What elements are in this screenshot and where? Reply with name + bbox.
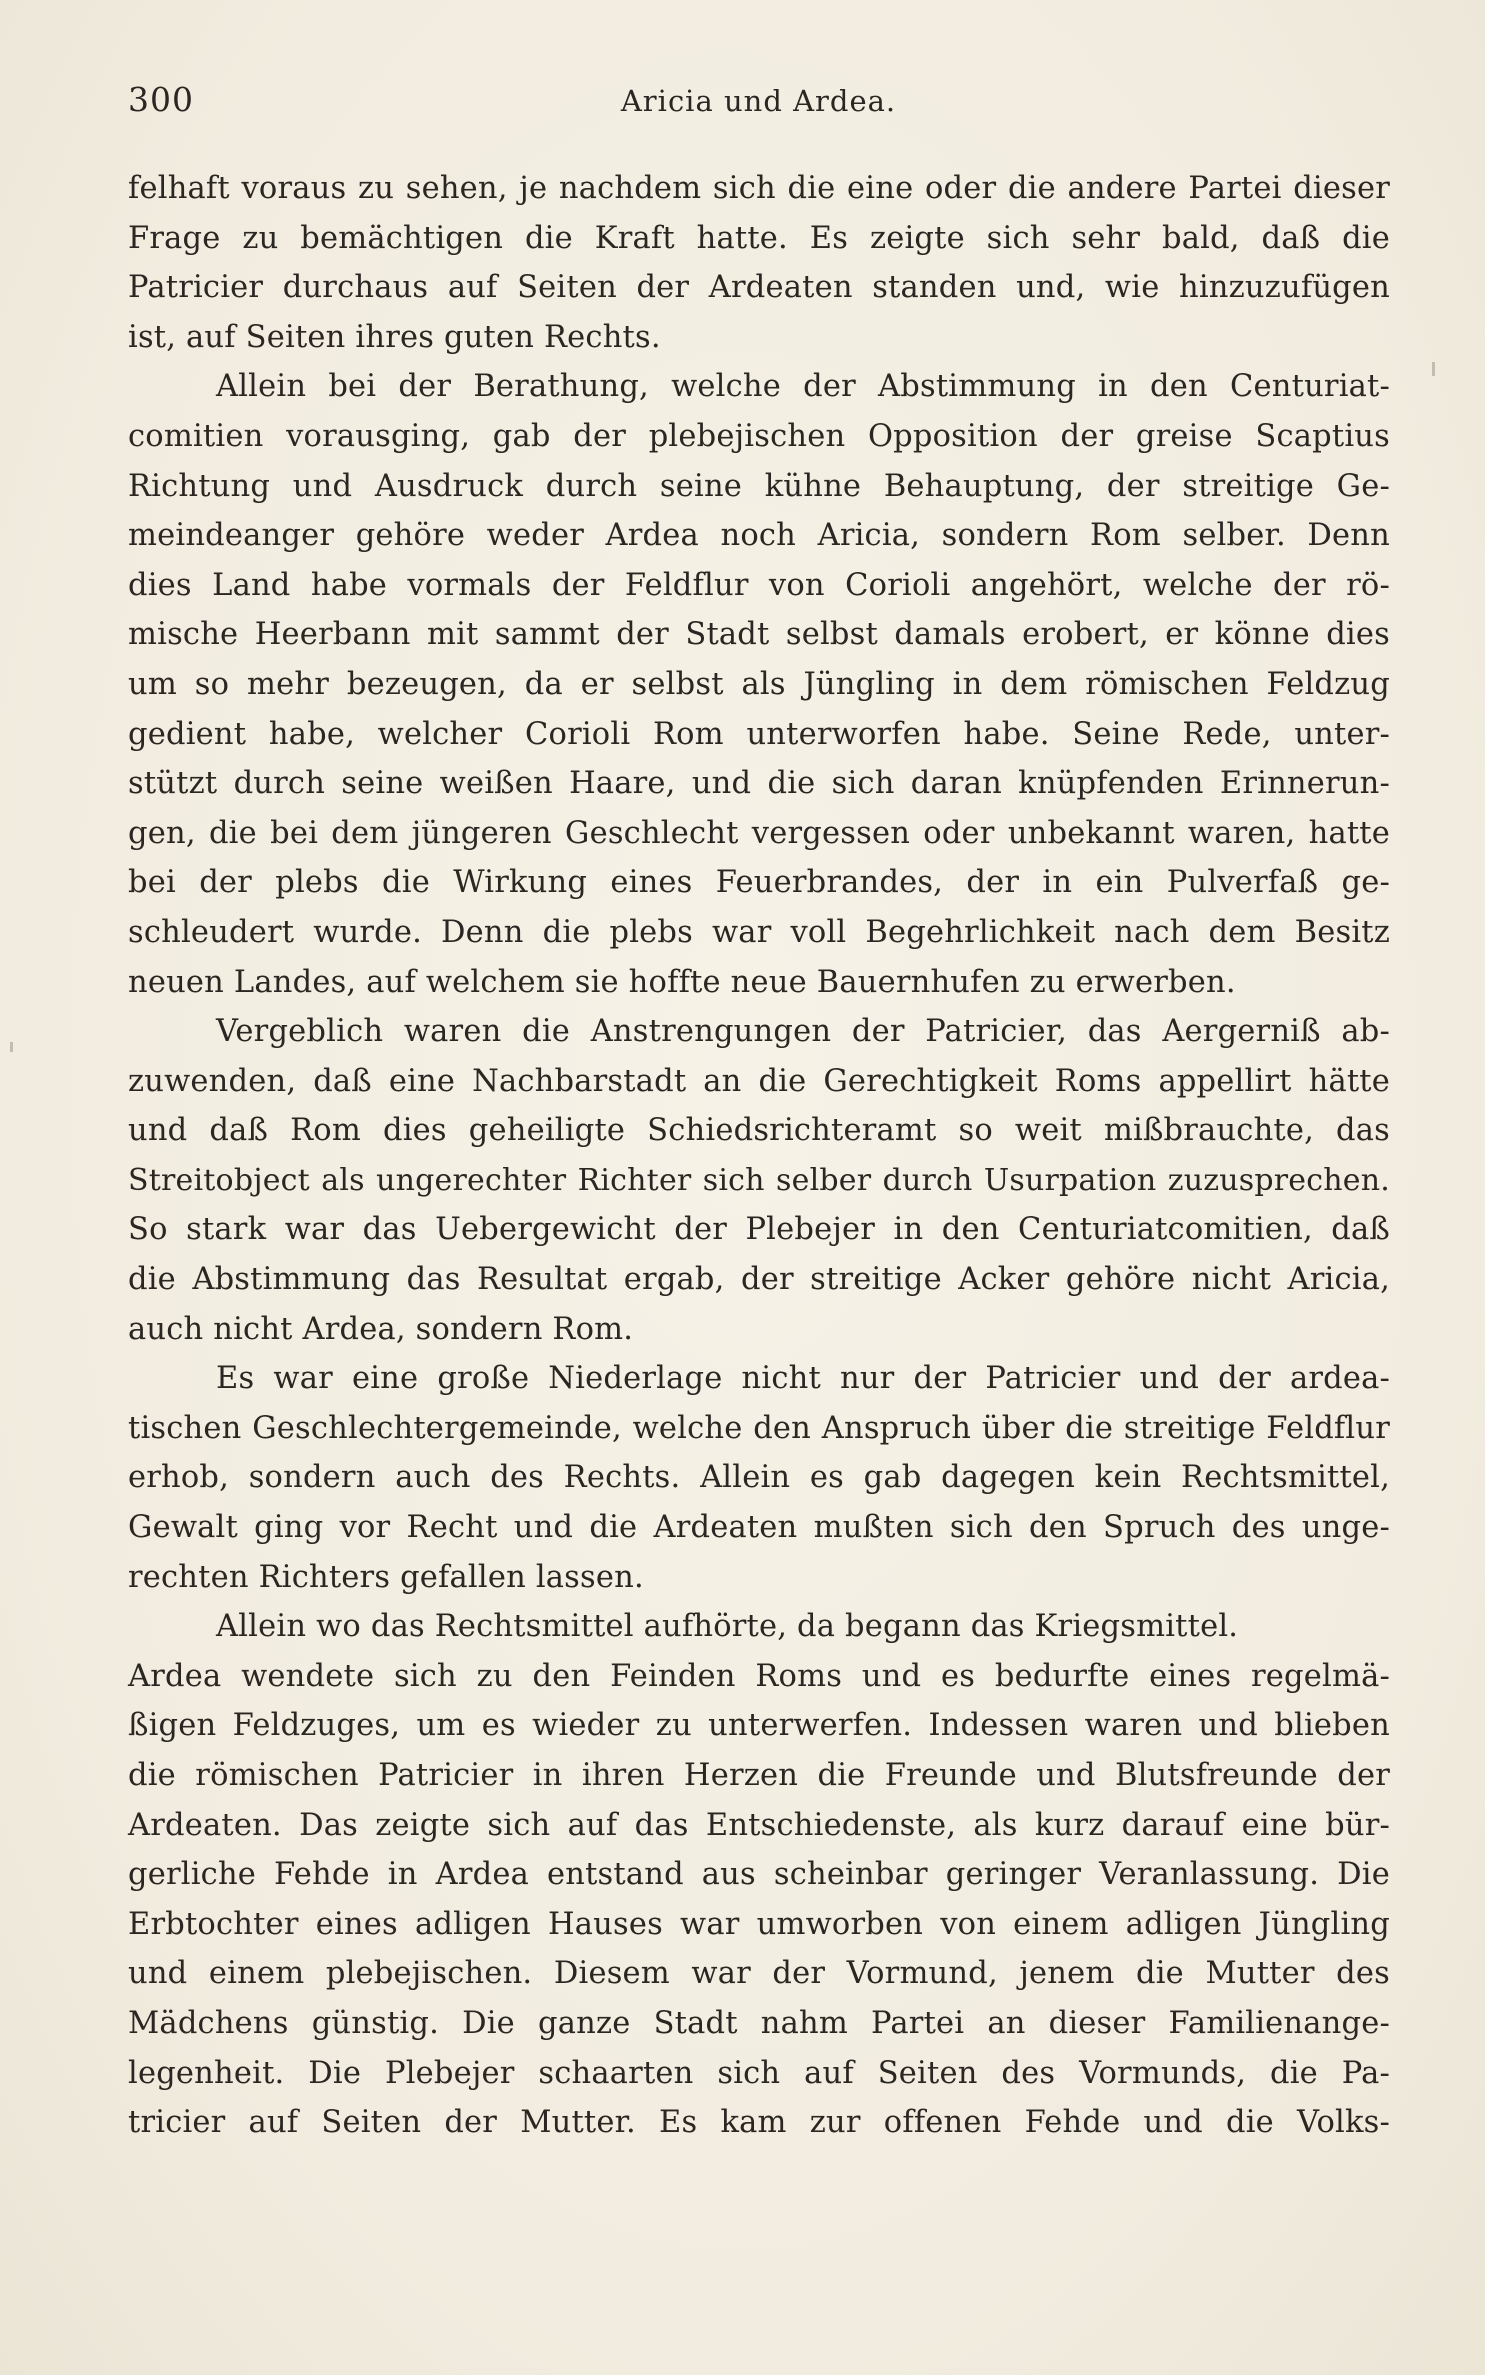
text-line: erhob, sondern auch des Rechts. Allein es gab dagegen kein Rechtsmittel, [128,1460,1390,1496]
text-line: tricier auf Seiten der Mutter. Es kam zur offenen Fehde und die Volks- [128,2105,1390,2141]
text-line: Mädchens günstig. Die ganze Stadt nahm Partei an dieser Familienange- [128,2005,1390,2041]
text-line: gerliche Fehde in Ardea entstand aus scheinbar geringer Veranlassung. Die [128,1857,1390,1893]
text-line: Erbtochter eines adligen Hauses war umworben von einem adligen Jüngling [128,1906,1390,1942]
text-line: und einem plebejischen. Diesem war der Vormund, jenem die Mutter des [128,1956,1390,1992]
text-line: Patricier durchaus auf Seiten der Ardeaten standen und, wie hinzuzufügen [128,270,1390,306]
body-text [128,164,1390,2148]
text-line: Streitobject als ungerechter Richter sich selber durch Usurpation zuzusprechen. [128,1162,1390,1198]
paragraph-start-line: Allein bei der Berathung, welche der Abstimmung in den Centuriat- [216,369,1390,405]
text-line: die römischen Patricier in ihren Herzen die Freunde und Blutsfreunde der [128,1758,1390,1793]
text-line: Ardea wendete sich zu den Feinden Roms und es bedurfte eines regelmä- [128,1658,1390,1694]
text-line: gedient habe, welcher Corioli Rom unterworfen habe. Seine Rede, unter- [128,716,1390,752]
text-line: bei der plebs die Wirkung eines Feuerbrandes, der in ein Pulverfaß ge- [128,865,1390,901]
text-line: und daß Rom dies geheiligte Schiedsrichteramt so weit mißbrauchte, das [128,1113,1390,1149]
page-number: 300 [128,80,194,119]
text-line: neuen Landes, auf welchem sie hoffte neue Bauernhufen zu erwerben. [128,964,1236,1000]
running-title: Aricia und Ardea. [620,84,897,118]
paragraph-start-line: Allein wo das Rechtsmittel aufhörte, da begann das Kriegsmittel. [216,1609,1239,1645]
page-header [128,80,1389,130]
text-line: ßigen Feldzuges, um es wieder zu unterwerfen. Indessen waren und blieben [128,1708,1390,1744]
text-line: meindeanger gehöre weder Ardea noch Aricia, sondern Rom selber. Denn [128,518,1390,554]
margin-speck [10,1042,13,1052]
text-line: ist, auf Seiten ihres guten Rechts. [128,319,661,355]
text-line: legenheit. Die Plebejer schaarten sich auf Seiten des Vormunds, die Pa- [128,2055,1390,2091]
text-line: Gewalt ging vor Recht und die Ardeaten mußten sich den Spruch des unge- [128,1510,1390,1546]
text-line: rechten Richters gefallen lassen. [128,1559,644,1595]
margin-speck [1432,362,1435,376]
text-line: um so mehr bezeugen, da er selbst als Jüngling in dem römischen Feldzug [128,666,1390,702]
text-line: die Abstimmung das Resultat ergab, der streitige Acker gehöre nicht Aricia, [128,1262,1390,1298]
text-line: dies Land habe vormals der Feldflur von Corioli angehört, welche der rö- [128,567,1390,603]
text-line: Frage zu bemächtigen die Kraft hatte. Es zeigte sich sehr bald, daß die [128,220,1390,256]
text-line: Richtung und Ausdruck durch seine kühne Behauptung, der streitige Ge- [128,468,1390,504]
text-line: So stark war das Uebergewicht der Plebejer in den Centuriatcomitien, daß [128,1212,1390,1248]
text-line: mische Heerbann mit sammt der Stadt selbst damals erobert, er könne dies [128,617,1390,653]
paragraph-start-line: Es war eine große Niederlage nicht nur der Patricier und der ardea- [216,1361,1390,1397]
text-line: comitien vorausging, gab der plebejischen Opposition der greise Scaptius [128,418,1390,454]
paragraph-start-line: Vergeblich waren die Anstrengungen der Patricier, das Aergerniß ab- [216,1014,1390,1050]
text-line: gen, die bei dem jüngeren Geschlecht vergessen oder unbekannt waren, hatte [128,815,1390,851]
text-line: zuwenden, daß eine Nachbarstadt an die Gerechtigkeit Roms appellirt hätte [128,1063,1390,1099]
text-line: Ardeaten. Das zeigte sich auf das Entschiedenste, als kurz darauf eine bür- [128,1807,1390,1843]
text-line: schleudert wurde. Denn die plebs war voll Begehrlichkeit nach dem Besitz [128,914,1390,950]
text-line: tischen Geschlechtergemeinde, welche den Anspruch über die streitige Feldflur [128,1410,1390,1446]
text-line: auch nicht Ardea, sondern Rom. [128,1311,634,1347]
text-line: felhaft voraus zu sehen, je nachdem sich die eine oder die andere Partei dieser [128,171,1390,206]
text-line: stützt durch seine weißen Haare, und die sich daran knüpfenden Erinnerun- [128,766,1390,802]
